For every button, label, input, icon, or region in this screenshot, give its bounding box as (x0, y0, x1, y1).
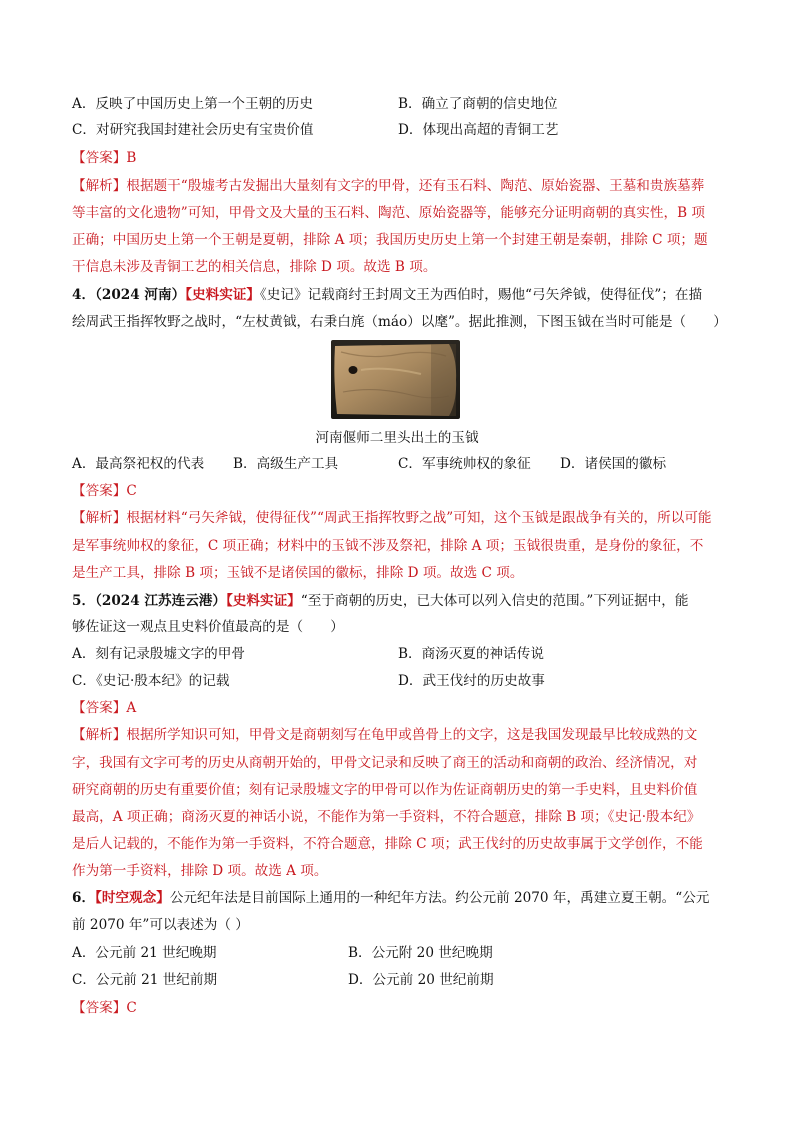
question-number: 5． (72, 593, 96, 609)
q3-option-a: A．反映了中国历史上第一个王朝的历史 (72, 96, 313, 112)
q4-analysis-line-1: 【解析】根据材料“弓矢斧钺，使得征伐”“周武王指挥牧野之战”可知，这个玉钺是跟战争有关的，所以可能 (72, 510, 712, 526)
question-tag: 【时空观念】 (95, 890, 170, 906)
q4-option-b: B．高级生产工具 (233, 456, 339, 472)
q4-option-d: D．诸侯国的徽标 (560, 456, 667, 472)
q4-analysis-line-3: 是生产工具，排除 B 项；玉钺不是诸侯国的徽标，排除 D 项。故选 C 项。 (72, 565, 524, 581)
question-number: 6． (72, 890, 96, 906)
q3-analysis-line-4: 干信息未涉及青铜工艺的相关信息，排除 D 项。故选 B 项。 (72, 259, 437, 275)
q5-analysis-line-3: 研究商朝的历史有重要价值；刻有记录殷墟文字的甲骨可以作为佐证商朝历史的第一手史料，且史料价值 (72, 782, 698, 798)
q4-analysis-line-2: 是军事统帅权的象征，C 项正确；材料中的玉钺不涉及祭祀，排除 A 项；玉钺很贵重，是身份的象征，不 (72, 538, 704, 554)
q5-analysis-line-1: 【解析】根据所学知识可知，甲骨文是商朝刻写在龟甲或兽骨上的文字，这是我国发现最早比较成熟的文 (72, 727, 698, 743)
q3-option-c: C．对研究我国封建社会历史有宝贵价值 (72, 122, 314, 138)
q5-option-a: A．刻有记录殷墟文字的甲骨 (72, 646, 245, 662)
q6-answer: 【答案】C (72, 1000, 137, 1016)
q3-analysis-line-2: 等丰富的文化遗物”可知，甲骨文及大量的玉石料、陶范、原始瓷器等，能够充分证明商朝的真实性，B 项 (72, 205, 705, 221)
q6-option-a: A．公元前 21 世纪晚期 (72, 945, 217, 961)
q4-stem-line-1: 4．（2024 河南）【史料实证】《史记》记载商纣王封周文王为西伯时，赐他“弓矢斧钺，使得征伐”；在描 (72, 287, 703, 303)
q5-analysis-line-5: 是后人记载的，不能作为第一手资料，不符合题意，排除 C 项；武王伐纣的历史故事属于文学创作，不能 (72, 836, 703, 852)
q3-option-b: B．确立了商朝的信史地位 (398, 96, 558, 112)
q5-stem-line-2: 够佐证这一观点且史料价值最高的是（ ） (72, 619, 344, 635)
jade-yue-photo (331, 340, 460, 419)
question-source: （2024 江苏连云港） (95, 593, 226, 609)
q5-option-b: B．商汤灭夏的神话传说 (398, 646, 544, 662)
q3-analysis-line-1: 【解析】根据题干“殷墟考古发掘出大量刻有文字的甲骨，还有玉石料、陶范、原始瓷器、王墓和贵族墓葬 (72, 178, 705, 194)
q4-option-a: A．最高祭祀权的代表 (72, 456, 205, 472)
question-tag: 【史料实证】 (226, 593, 301, 609)
q3-analysis-line-3: 正确；中国历史上第一个王朝是夏朝，排除 A 项；我国历史历史上第一个封建王朝是秦朝，排除 C 项；题 (72, 232, 708, 248)
image-caption: 河南偃师二里头出土的玉钺 (315, 430, 479, 446)
drill-hole (349, 366, 358, 374)
question-number: 4． (72, 287, 96, 303)
q5-option-d: D．武王伐纣的历史故事 (398, 673, 545, 689)
analysis-label: 【解析】 (72, 727, 127, 743)
q6-option-d: D．公元前 20 世纪前期 (348, 972, 494, 988)
question-source: （2024 河南） (95, 287, 186, 303)
q6-stem-line-1: 6．【时空观念】公元纪年法是目前国际上通用的一种纪年方法。约公元前 2070 年，禹建立夏王朝。“公元 (72, 890, 710, 906)
q6-option-b: B．公元附 20 世纪晚期 (348, 945, 493, 961)
q4-option-c: C．军事统帅权的象征 (398, 456, 531, 472)
analysis-label: 【解析】 (72, 510, 127, 526)
q3-answer: 【答案】B (72, 150, 137, 166)
q4-answer: 【答案】C (72, 483, 137, 499)
q6-stem-line-2: 前 2070 年”可以表述为（ ） (72, 917, 249, 933)
q5-stem-line-1: 5．（2024 江苏连云港）【史料实证】“至于商朝的历史，已大体可以列入信史的范围。”下列证据中，能 (72, 593, 689, 609)
q5-analysis-line-4: 最高，A 项正确；商汤灭夏的神话小说，不能作为第一手资料，不符合题意，排除 B 项；《史记·殷本纪》 (72, 809, 701, 825)
q4-stem-line-2: 绘周武王指挥牧野之战时，“左杖黄钺，右秉白旄（máo）以麾”。据此推测，下图玉钺在当时可能是（ ） (72, 314, 727, 330)
analysis-label: 【解析】 (72, 178, 127, 194)
question-tag: 【史料实证】 (185, 287, 260, 303)
q5-analysis-line-6: 作为第一手资料，排除 D 项。故选 A 项。 (72, 863, 328, 879)
q6-option-c: C．公元前 21 世纪前期 (72, 972, 218, 988)
jade-axe-image (331, 340, 460, 419)
q5-answer: 【答案】A (72, 700, 137, 716)
q5-option-c: C．《史记·殷本纪》的记载 (72, 673, 230, 689)
q3-option-d: D．体现出高超的青铜工艺 (398, 122, 559, 138)
q5-analysis-line-2: 字，我国有文字可考的历史从商朝开始的，甲骨文记录和反映了商王的活动和商朝的政治、经济情况，对 (72, 755, 698, 771)
